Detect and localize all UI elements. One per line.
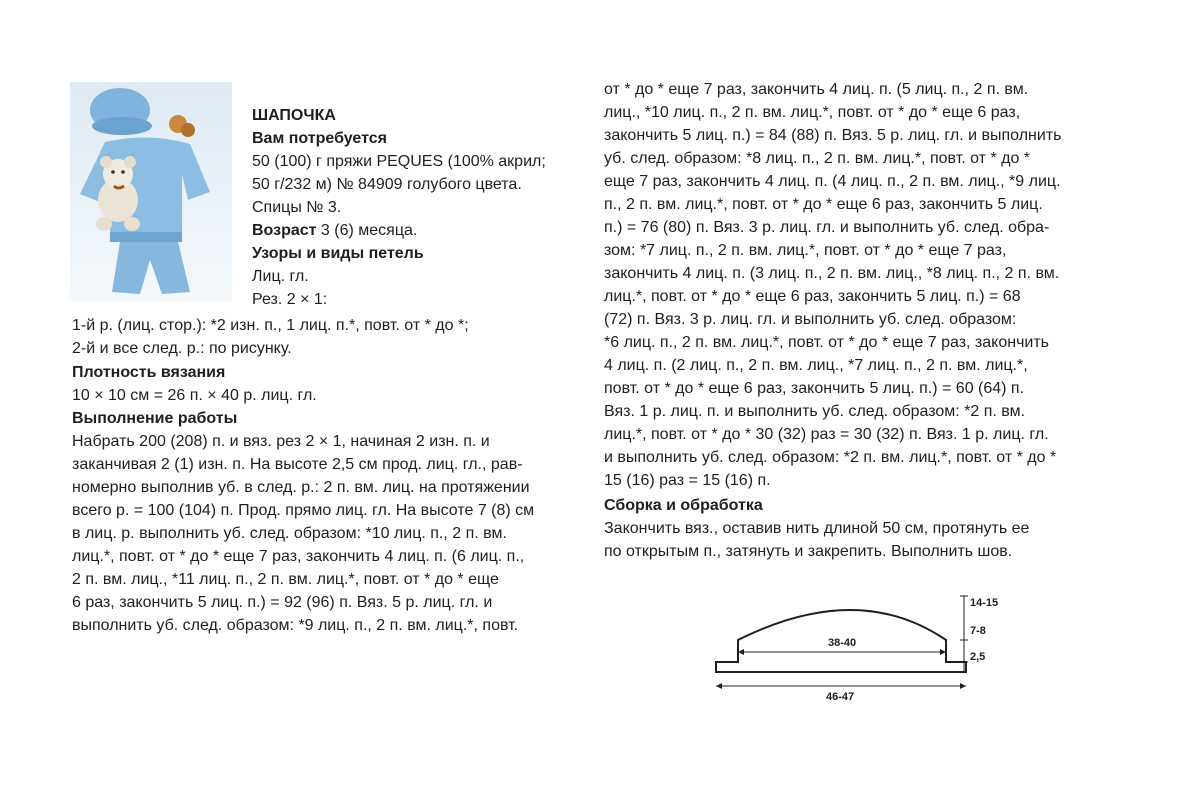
work-line: уб. след. образом: *8 лиц. п., 2 п. вм. лиц.*, повт. от * до *: [604, 150, 1031, 167]
work-line: выполнить уб. след. образом: *9 лиц. п., 2 п. вм. лиц.*, повт.: [72, 617, 519, 634]
work-line: 4 лиц. п. (2 лиц. п., 2 п. вм. лиц., *7 лиц. п., 2 п. вм. лиц.*,: [604, 357, 1028, 374]
requirements-heading: Вам потребуется: [252, 130, 387, 147]
work-line: зом: *7 лиц. п., 2 п. вм. лиц.*, повт. от * до * еще 7 раз,: [604, 242, 1007, 259]
work-line: лиц.*, повт. от * до * 30 (32) раз = 30 (32) п. Вяз. 1 р. лиц. гл.: [604, 426, 1049, 443]
bottom-width-label: 46-47: [826, 691, 855, 703]
work-line: закончить 4 лиц. п. (3 лиц. п., 2 п. вм. лиц., *8 лиц. п., 2 п. вм.: [604, 265, 1060, 282]
work-line: Вяз. 1 р. лиц. п. и выполнить уб. след. образом: *2 п. вм.: [604, 403, 1026, 420]
assembly-heading: Сборка и обработка: [604, 497, 763, 514]
work-line: 2 п. вм. лиц., *11 лиц. п., 2 п. вм. лиц.*, повт. от * до * еще: [72, 571, 499, 588]
work-line: всего р. = 100 (104) п. Прод. прямо лиц. гл. На высоте 7 (8) см: [72, 502, 535, 519]
pattern-line: 2-й и все след. р.: по рисунку.: [72, 340, 292, 357]
total-height-label: 14-15: [970, 597, 999, 609]
patterns-heading: Узоры и виды петель: [252, 245, 424, 262]
requirements-line: 50 г/232 м) № 84909 голубого цвета.: [252, 176, 522, 193]
requirements-line: 50 (100) г пряжи PEQUES (100% акрил;: [252, 153, 546, 170]
rib-height-label: 2,5: [970, 651, 986, 663]
pattern-line: Рез. 2 × 1:: [252, 291, 328, 308]
top-width-label: 38-40: [828, 637, 857, 649]
work-line: заканчивая 2 (1) изн. п. На высоте 2,5 см прод. лиц. гл., рав-: [72, 456, 523, 473]
age-line: [252, 220, 417, 242]
crown-height-label: 7-8: [970, 625, 986, 637]
pattern-line: Лиц. гл.: [252, 268, 309, 285]
work-line: (72) п. Вяз. 3 р. лиц. гл. и выполнить уб. след. образом:: [604, 311, 1017, 328]
work-line: п., 2 п. вм. лиц.*, повт. от * до * еще 6 раз, закончить 5 лиц.: [604, 196, 1043, 213]
work-line: лиц.*, повт. от * до * еще 7 раз, закончить 4 лиц. п. (6 лиц. п.,: [72, 548, 525, 565]
pattern-line: 1-й р. (лиц. стор.): *2 изн. п., 1 лиц. п.*, повт. от * до *;: [72, 317, 469, 334]
work-line: еще 7 раз, закончить 4 лиц. п. (4 лиц. п., 2 п. вм. лиц., *9 лиц.: [604, 173, 1061, 190]
hat-schematic-diagram: [708, 590, 1008, 710]
baby-outfit-photo: [70, 82, 232, 301]
work-line: номерно выполнив уб. в след. р.: 2 п. вм. лиц. на протяжении: [72, 479, 530, 496]
work-line: 15 (16) раз = 15 (16) п.: [604, 472, 771, 489]
work-line: Набрать 200 (208) п. и вяз. рез 2 × 1, начиная 2 изн. п. и: [72, 433, 490, 450]
work-line: закончить 5 лиц. п.) = 84 (88) п. Вяз. 5 р. лиц. гл. и выполнить: [604, 127, 1062, 144]
assembly-line: Закончить вяз., оставив нить длиной 50 см, протянуть ее: [604, 520, 1030, 537]
age-label: Возраст: [252, 222, 317, 239]
work-line: в лиц. р. выполнить уб. след. образом: *10 лиц. п., 2 п. вм.: [72, 525, 507, 542]
work-heading: Выполнение работы: [72, 410, 238, 427]
work-line: п.) = 76 (80) п. Вяз. 3 р. лиц. гл. и выполнить уб. след. обра-: [604, 219, 1050, 236]
density-text: 10 × 10 см = 26 п. × 40 р. лиц. гл.: [72, 387, 317, 404]
age-value: 3 (6) месяца.: [316, 222, 418, 239]
work-line: лиц., *10 лиц. п., 2 п. вм. лиц.*, повт. от * до * еще 6 раз,: [604, 104, 1021, 121]
density-heading: Плотность вязания: [72, 364, 226, 381]
section-title: ШАПОЧКА: [252, 107, 336, 124]
work-line: лиц.*, повт. от * до * еще 6 раз, закончить 5 лиц. п.) = 68: [604, 288, 1021, 305]
work-line: *6 лиц. п., 2 п. вм. лиц.*, повт. от * до * еще 7 раз, закончить: [604, 334, 1050, 351]
work-line: и выполнить уб. след. образом: *2 п. вм. лиц.*, повт. от * до *: [604, 449, 1057, 466]
work-line: 6 раз, закончить 5 лиц. п.) = 92 (96) п. Вяз. 5 р. лиц. гл. и: [72, 594, 493, 611]
assembly-line: по открытым п., затянуть и закрепить. Выполнить шов.: [604, 543, 1013, 560]
work-line: от * до * еще 7 раз, закончить 4 лиц. п. (5 лиц. п., 2 п. вм.: [604, 81, 1029, 98]
requirements-line: Спицы № 3.: [252, 199, 342, 216]
work-line: повт. от * до * еще 6 раз, закончить 5 лиц. п.) = 60 (64) п.: [604, 380, 1025, 397]
